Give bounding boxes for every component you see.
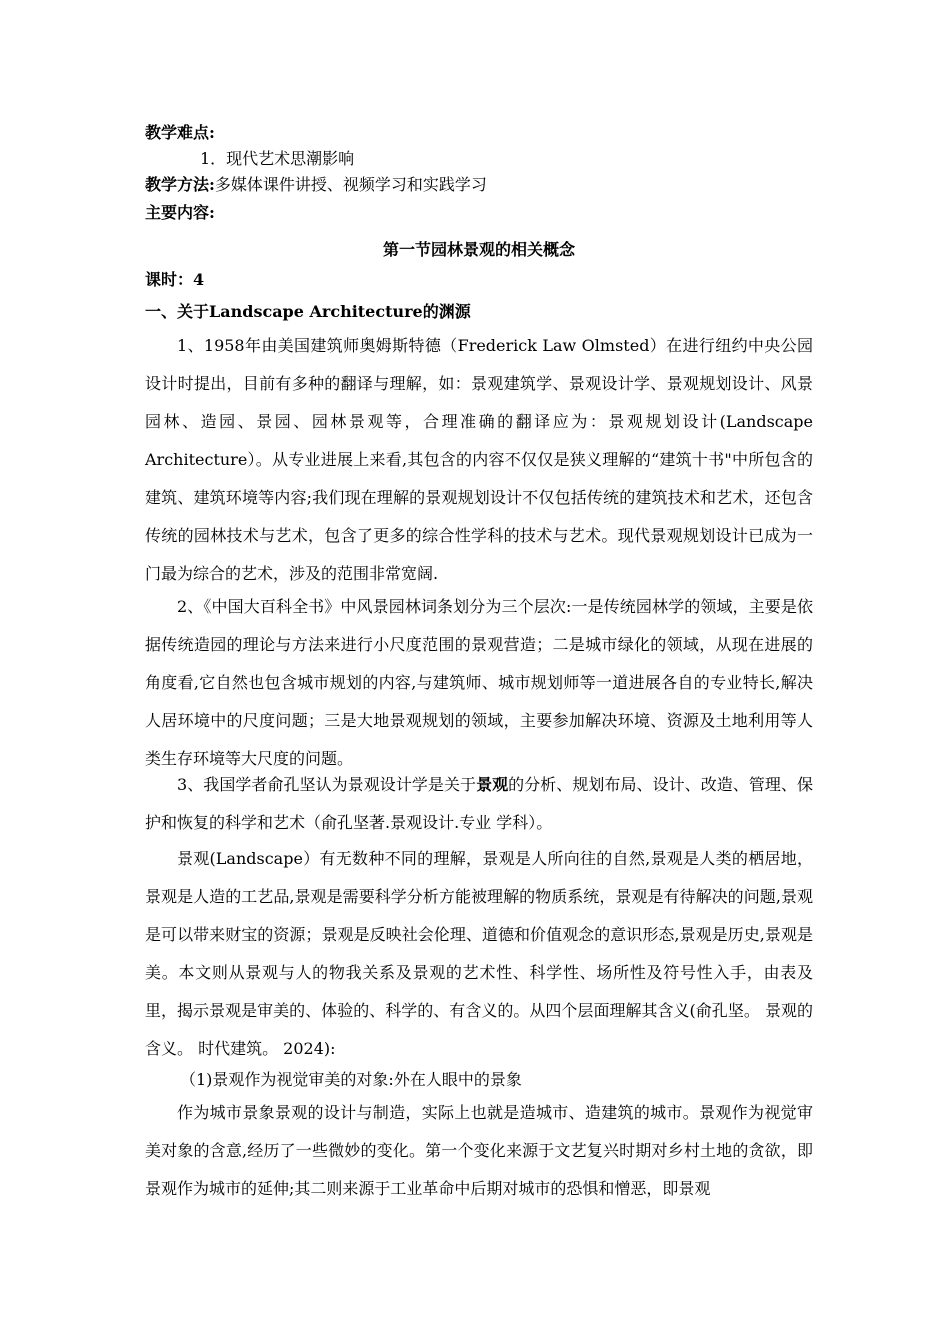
- paragraph-1: 1、1958年由美国建筑师奥姆斯特德（Frederick Law Olmsted）在进行纽约中央公园设计时提出，目前有多种的翻译与理解，如：景观建筑学、景观设计学、景观规划设计、风景园林、造园、景园、园林景观等，合理准确的翻译应为：景观规划设计(Landscape Architecture）。从专业进展上来看,其包含的内容不仅仅是狭义理解的“建筑十书"中所包含的建筑、建筑环境等内容;我们现在理解的景观规划设计不仅包括传统的建筑技术和艺术，还包含传统的园林技术与艺术，包含了更多的综合性学科的技术与艺术。现代景观规划设计已成为一门最为综合的艺术，涉及的范围非常宽阔.: [145, 336, 813, 583]
- difficulty-label: 教学难点:: [145, 123, 215, 142]
- section-title: 第一节园林景观的相关概念: [382, 240, 575, 259]
- class-hours: 课时：4: [145, 270, 205, 289]
- paragraph-4: 景观(Landscape）有无数种不同的理解，景观是人所向往的自然,景观是人类的栖居地，景观是人造的工艺品,景观是需要科学分析方能被理解的物质系统，景观是有待解决的问题,景观是可以带来财宝的资源；景观是反映社会伦理、道德和价值观念的意识形态,景观是历史,景观是美。本文则从景观与人的物我关系及景观的艺术性、科学性、场所性及符号性入手，由表及里，揭示景观是审美的、体验的、科学的、有含义的。从四个层面理解其含义(俞孔坚。 景观的含义。 时代建筑。 2024):: [145, 849, 813, 1058]
- paragraph-3: [145, 766, 813, 842]
- paragraph-3-text-b: 的分析、规划布局、设计、改造、管理、保护和恢复的科学和艺术（俞孔坚著.景观设计.专业 学科）。: [145, 775, 813, 832]
- method-text: 多媒体课件讲授、视频学习和实践学习: [214, 175, 487, 194]
- difficulty-item: 1．现代艺术思潮影响: [200, 149, 355, 168]
- paragraph-5: 作为城市景象景观的设计与制造，实际上也就是造城市、造建筑的城市。景观作为视觉审美对象的含意,经历了一些微妙的变化。第一个变化来源于文艺复兴时期对乡村土地的贪欲，即景观作为城市的延伸;其二则来源于工业革命中后期对城市的恐惧和憎恶，即景观: [145, 1103, 813, 1198]
- paragraph-3-text-a: 3、我国学者俞孔坚认为景观设计学是关于: [177, 775, 477, 794]
- paragraph-2: 2、《中国大百科全书》中风景园林词条划分为三个层次:一是传统园林学的领域，主要是依据传统造园的理论与方法来进行小尺度范围的景观营造；二是城市绿化的领域，从现在进展的角度看,它自然也包含城市规划的内容,与建筑师、城市规划师等一道进展各自的专业特长,解决人居环境中的尺度问题；三是大地景观规划的领域，主要参加解决环境、资源及土地利用等人类生存环境等大尺度的问题。: [145, 597, 813, 768]
- method-label: 教学方法:: [145, 175, 215, 194]
- content-label: 主要内容:: [145, 203, 215, 222]
- section-heading: 一、关于Landscape Architecture的渊源: [145, 302, 471, 321]
- subheading: （1)景观作为视觉审美的对象:外在人眼中的景象: [180, 1070, 522, 1089]
- method-line: [145, 175, 487, 195]
- paragraph-3-bold: 景观: [476, 775, 509, 794]
